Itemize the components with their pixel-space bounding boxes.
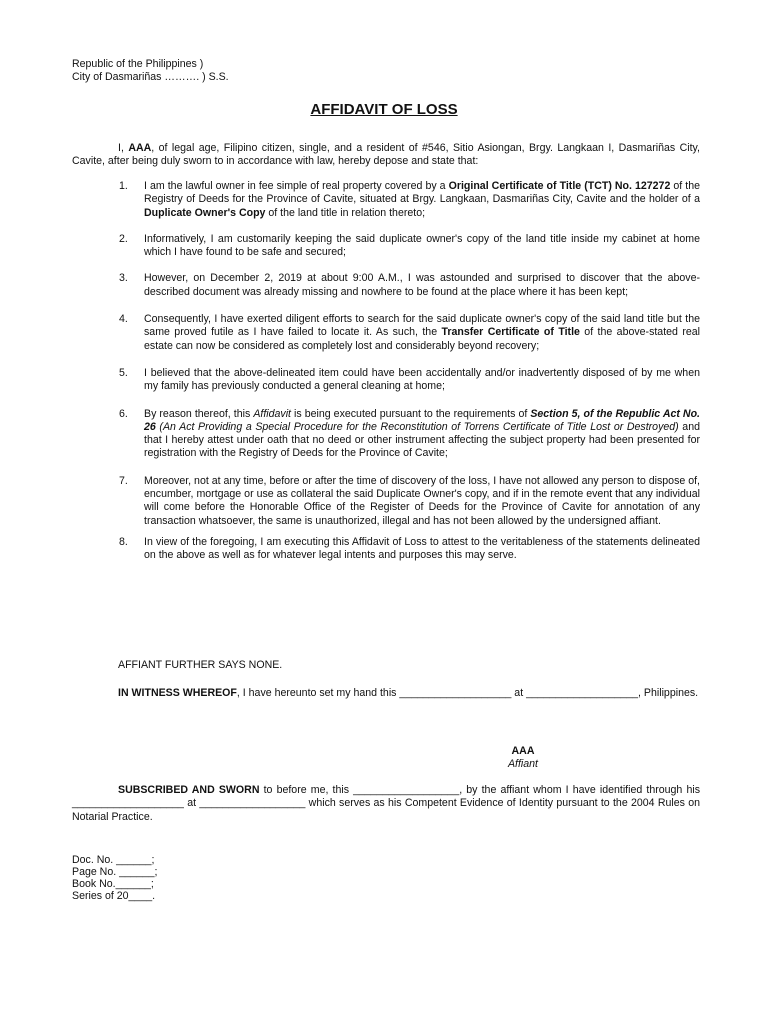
item-bold-text: Original Certificate of Title (TCT) No. 127272 [448, 180, 671, 192]
jurat-paragraph [72, 784, 700, 824]
item-bold-italic-text: Section 5, of the Republic Act No. 26 [144, 407, 700, 433]
item-text: I believed that the above-delineated item could have been accidentally and/or inadvertently disposed of by me when my family has previously conducted a general cleaning at home; [144, 366, 700, 393]
statement-item-2 [72, 233, 700, 260]
item-text: Informatively, I am customarily keeping the said duplicate owner's copy of the land title inside my cabinet at home which I have found to be safe and secured; [144, 232, 700, 259]
signatory-name: AAA [511, 745, 535, 757]
item-number: 6. [119, 407, 128, 420]
doc-number: Doc. No. ______; [72, 854, 155, 866]
book-number: Book No.______; [72, 878, 154, 890]
intro-text-a: I, [118, 142, 129, 154]
statement-item-8 [72, 536, 700, 563]
jurat-text: to before me, this __________________, by the affiant whom I have identified through his ___________________ at __________________ which serves as his Competent Evidence of Identity pursuant to the 2004 Rules on Notarial Practice. [72, 784, 700, 823]
item-text: of the land title in relation thereto; [265, 206, 426, 219]
witness-text: , I have hereunto set my hand this ___________________ at ___________________, Philippines. [236, 687, 699, 699]
witness-paragraph [72, 687, 700, 700]
series-year: Series of 20____. [72, 890, 156, 902]
affiant-name: AAA [128, 142, 152, 154]
witness-lead: IN WITNESS WHEREOF [118, 687, 237, 699]
intro-text-b: , of legal age, Filipino citizen, single, and a resident of #546, Sitio Asiongan, Brgy. Langkaan I, Dasmariñas City, Cavite, after being duly sworn to in accordance with law, hereby depose and state that: [72, 142, 700, 168]
item-text: Consequently, I have exerted diligent efforts to search for the said duplicate owner's copy of the said land title but the same proved futile as I have failed to locate it. As such, the [144, 313, 700, 339]
item-italic-text: Affidavit [253, 407, 291, 420]
statement-list [72, 180, 700, 563]
item-text: of the above-stated real estate can now be considered as completely lost and considerably beyond recovery; [144, 326, 700, 352]
item-text: In view of the foregoing, I am executing this Affidavit of Loss to attest to the veritableness of the statements delineated on the above as well as for whatever legal intents and purposes this may serve. [144, 535, 700, 562]
item-number: 1. [119, 180, 128, 192]
venue-line-city: City of Dasmariñas ………. ) S.S. [72, 71, 229, 83]
item-text: is being executed pursuant to the requirements of [291, 407, 531, 420]
document-title: AFFIDAVIT OF LOSS [310, 101, 458, 118]
statement-item-3 [72, 272, 700, 299]
item-number: 2. [119, 232, 128, 245]
item-text: Moreover, not at any time, before or after the time of discovery of the loss, I have not allowed any person to dispose of, encumber, mortgage or use as collateral the said Duplicate Owner's copy, and if in the remote event that any individual will come before the Honorable Office of the Register of Deeds for the Province of Cavite for annotation of any transaction whatsoever, the same is unauthorized, illegal and has not been allowed by the undersigned affiant. [144, 474, 700, 527]
item-number: 3. [119, 272, 128, 285]
venue-line-republic: Republic of the Philippines ) [72, 58, 204, 70]
item-bold-text: Duplicate Owner's Copy [144, 206, 266, 219]
statement-item-6 [72, 408, 700, 461]
statement-item-4 [72, 313, 700, 353]
signatory-role: Affiant [507, 758, 539, 771]
item-number: 5. [119, 366, 128, 379]
item-text: and that I hereby attest under oath that no deed or other instrument affecting the subject property had been presented for registration with the Registry of Deeds for the Province of Cavite; [144, 420, 700, 460]
item-number: 4. [119, 313, 128, 326]
jurat-lead: SUBSCRIBED AND SWORN [118, 784, 260, 796]
item-text: of the Registry of Deeds for the Province of Cavite, situated at Brgy. Langkaan, Dasmariñas City, Cavite and the holder of a [144, 180, 700, 206]
venue-block [72, 58, 229, 84]
statement-item-7 [72, 475, 700, 528]
further-says-none: AFFIANT FURTHER SAYS NONE. [118, 659, 283, 671]
item-number: 7. [119, 474, 128, 487]
page-number: Page No. ______; [72, 866, 158, 878]
signature-block [480, 745, 566, 772]
intro-paragraph [72, 142, 700, 169]
item-text: By reason thereof, this [144, 407, 254, 420]
statement-item-5 [72, 367, 700, 394]
item-text: However, on December 2, 2019 at about 9:00 A.M., I was astounded and surprised to discover that the above-described document was already missing and nowhere to be found at the place where it has been kept; [144, 272, 700, 298]
item-text: I am the lawful owner in fee simple of real property covered by a [144, 180, 449, 192]
item-italic-text: (An Act Providing a Special Procedure for the Reconstitution of Torrens Certificate of Title Lost or Destroyed) [155, 420, 679, 433]
item-number: 8. [119, 535, 128, 548]
statement-item-1 [72, 180, 700, 220]
item-bold-text: Transfer Certificate of Title [441, 326, 580, 339]
notarial-register-block [72, 854, 157, 902]
